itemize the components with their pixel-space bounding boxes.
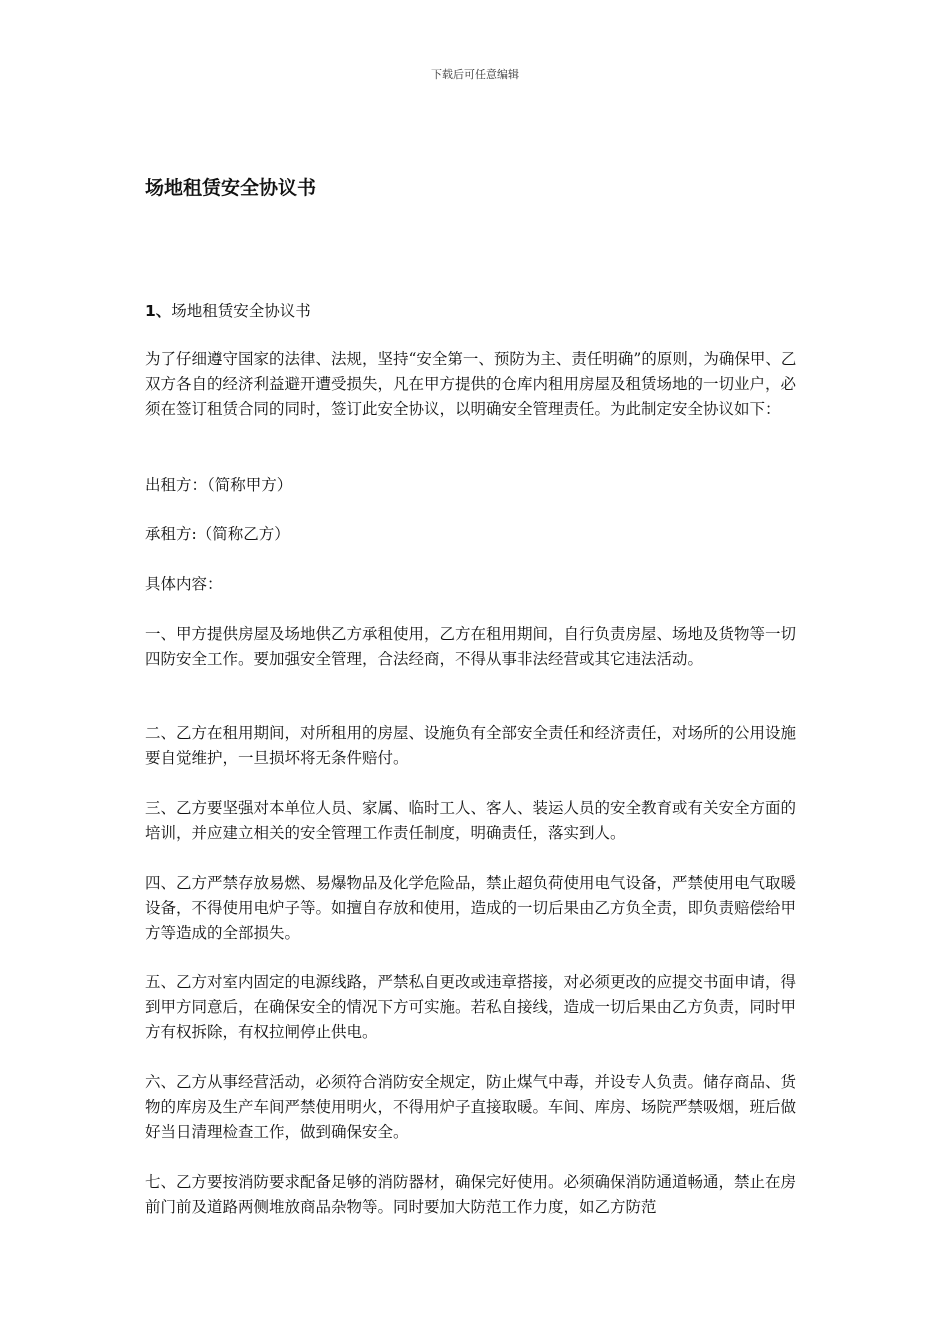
lessee-line: 承租方:（简称乙方） [145,525,290,543]
clause-paragraph-3: 三、乙方要坚强对本单位人员、家属、临时工人、客人、装运人员的安全教育或有关安全方面的培训，并应建立相关的安全管理工作责任制度，明确责任，落实到人。 [145,799,797,842]
clause-paragraph-2: 二、乙方在租用期间，对所租用的房屋、设施负有全部安全责任和经济责任，对场所的公用设施要自觉维护，一旦损坏将无条件赔付。 [145,724,797,767]
section-heading [145,299,311,324]
document-title: 场地租赁安全协议书 [145,177,317,199]
intro-paragraph: 为了仔细遵守国家的法律、法规，坚持“安全第一、预防为主、责任明确”的原则，为确保甲、乙双方各自的经济利益避开遭受损失，凡在甲方提供的仓库内租用房屋及租赁场地的一切业户，必须在签订租赁合同的同时，签订此安全协议，以明确安全管理责任。为此制定安全协议如下： [145,350,797,418]
section-number: 1、 [145,302,172,320]
clause-paragraph-6: 六、乙方从事经营活动，必须符合消防安全规定，防止煤气中毒，并设专人负责。储存商品、货物的库房及生产车间严禁使用明火，不得用炉子直接取暖。车间、库房、场院严禁吸烟，班后做好当日清理检查工作，做到确保安全。 [145,1073,797,1141]
clause-paragraph-5: 五、乙方对室内固定的电源线路，严禁私自更改或违章搭接，对必须更改的应提交书面申请，得到甲方同意后，在确保安全的情况下方可实施。若私自接线，造成一切后果由乙方负责，同时甲方有权拆除，有权拉闸停止供电。 [145,973,797,1041]
section-heading-text: 场地租赁安全协议书 [171,302,311,320]
page-header-note: 下载后可任意编辑 [431,68,519,81]
content-label: 具体内容： [145,575,223,593]
clause-paragraph-4: 四、乙方严禁存放易燃、易爆物品及化学危险品，禁止超负荷使用电气设备，严禁使用电气取暖设备，不得使用电炉子等。如擅自存放和使用，造成的一切后果由乙方负全责，即负责赔偿给甲方等造成的全部损失。 [145,874,797,942]
lessor-line: 出租方：（简称甲方） [145,476,293,494]
clause-paragraph-1: 一、甲方提供房屋及场地供乙方承租使用，乙方在租用期间，自行负责房屋、场地及货物等一切四防安全工作。要加强安全管理，合法经商，不得从事非法经营或其它违法活动。 [145,625,797,668]
clause-paragraph-7: 七、乙方要按消防要求配备足够的消防器材，确保完好使用。必须确保消防通道畅通，禁止在房前门前及道路两侧堆放商品杂物等。同时要加大防范工作力度，如乙方防范 [145,1173,797,1216]
